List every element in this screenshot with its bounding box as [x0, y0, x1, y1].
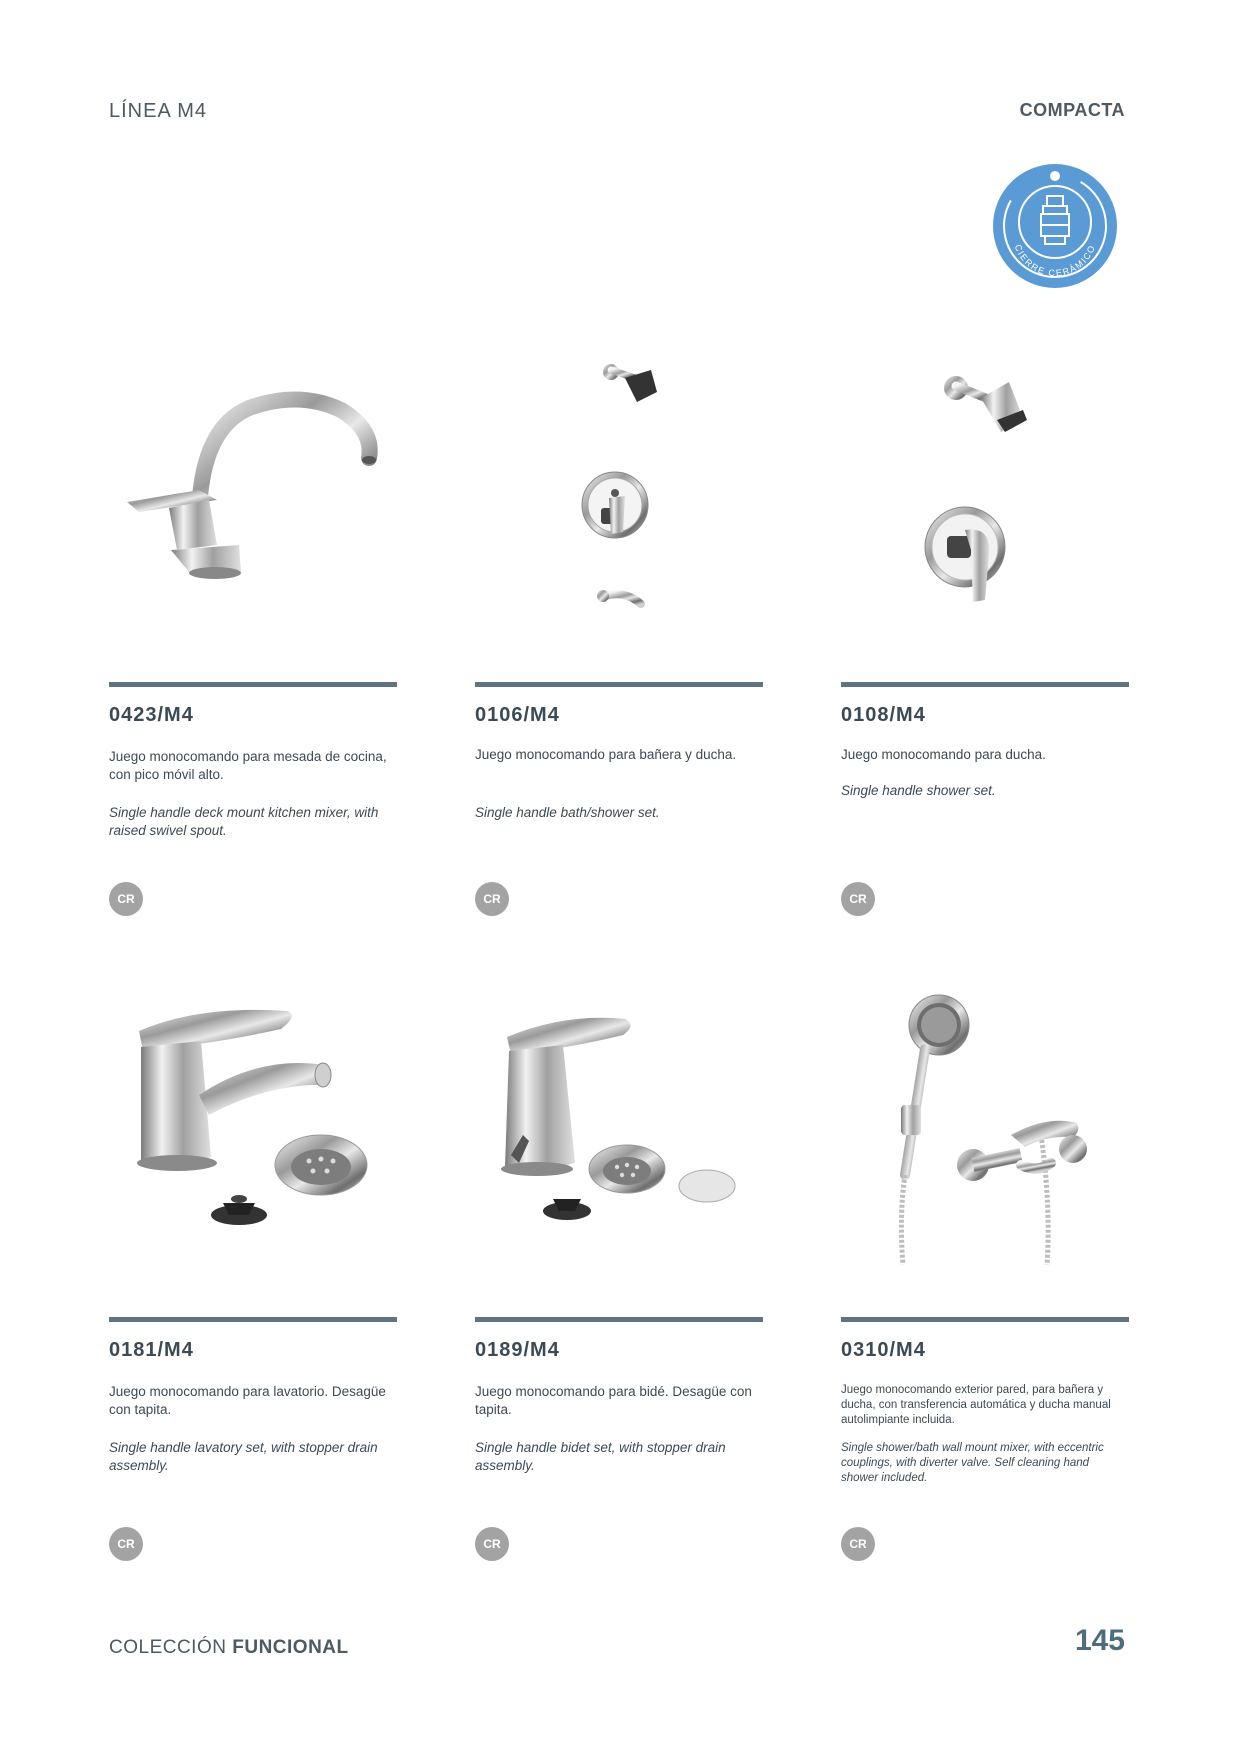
description-en: Single handle bidet set, with stopper drain assembly.: [475, 1440, 726, 1473]
collection-prefix: COLECCIÓN: [109, 1637, 227, 1658]
wall-mixer-hand-shower-image: [841, 985, 1129, 1285]
finish-badge-cr: CR: [841, 1527, 875, 1561]
description-en: Single handle deck mount kitchen mixer, with raised swivel spout.: [109, 805, 379, 838]
product-code: 0310/M4: [841, 1339, 926, 1361]
divider: [109, 1317, 397, 1322]
ceramic-seal-badge: [991, 162, 1119, 290]
description-en: Single handle shower set.: [841, 783, 996, 798]
divider: [841, 682, 1129, 687]
line-title: LÍNEA M4: [109, 100, 208, 122]
product-code: 0106/M4: [475, 704, 560, 726]
divider: [475, 1317, 763, 1322]
description-es: Juego monocomando para bidé. Desagüe con tapita.: [475, 1384, 752, 1417]
shower-set-image: [841, 340, 1129, 640]
description-es: Juego monocomando para lavatorio. Desagüe con tapita.: [109, 1384, 386, 1417]
description-es: Juego monocomando para ducha.: [841, 747, 1046, 762]
finish-badge-cr: CR: [109, 882, 143, 916]
finish-badge-cr: CR: [475, 882, 509, 916]
description-es: Juego monocomando para mesada de cocina, con pico móvil alto.: [109, 749, 387, 782]
divider: [475, 682, 763, 687]
series-title: COMPACTA: [1019, 100, 1125, 120]
product-code: 0181/M4: [109, 1339, 194, 1361]
product-code: 0423/M4: [109, 704, 194, 726]
bath-shower-set-image: [475, 340, 763, 640]
finish-badge-cr: CR: [841, 882, 875, 916]
badge-text: CIERRE CERÁMICO: [1012, 242, 1098, 279]
lavatory-mixer-image: [109, 985, 397, 1285]
collection-label: [109, 1637, 349, 1659]
description-es: Juego monocomando exterior pared, para bañera y ducha, con transferencia automática y ducha manual autolimpiante incluida.: [841, 1384, 1111, 1426]
finish-badge-cr: CR: [109, 1527, 143, 1561]
description-en: Single handle bath/shower set.: [475, 805, 660, 820]
bidet-mixer-image: [475, 985, 763, 1285]
product-code: 0108/M4: [841, 704, 926, 726]
collection-name: FUNCIONAL: [232, 1637, 349, 1658]
product-code: 0189/M4: [475, 1339, 560, 1361]
page-number: 145: [1074, 1624, 1125, 1657]
kitchen-mixer-image: [109, 340, 397, 640]
divider: [109, 682, 397, 687]
description-es: Juego monocomando para bañera y ducha.: [475, 747, 737, 762]
description-en: Single handle lavatory set, with stopper drain assembly.: [109, 1440, 378, 1473]
description-en: Single shower/bath wall mount mixer, with eccentric couplings, with diverter valve. Self cleaning hand shower included.: [841, 1442, 1104, 1484]
divider: [841, 1317, 1129, 1322]
finish-badge-cr: CR: [475, 1527, 509, 1561]
